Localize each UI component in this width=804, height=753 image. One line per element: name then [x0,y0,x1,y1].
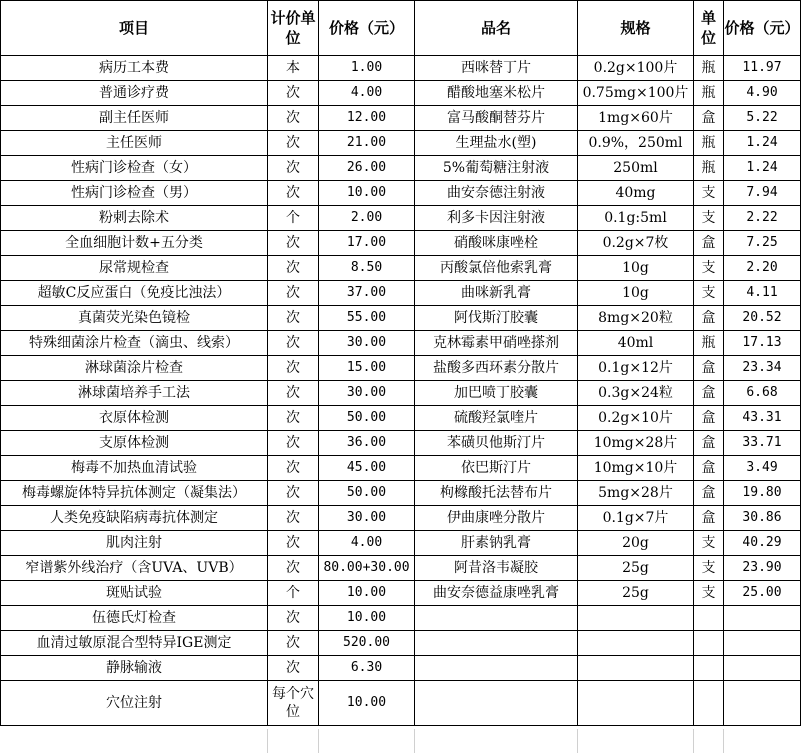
table-row [1,181,801,206]
drug-unit-cell: 瓶 [694,56,724,81]
service-item-cell: 特殊细菌涂片检查（滴虫、线索） [1,331,268,356]
service-unit-cell: 次 [268,631,319,656]
table-row [1,156,801,181]
table-row [1,406,801,431]
service-unit-cell: 次 [268,281,319,306]
drug-unit-cell: 盒 [694,231,724,256]
service-price-cell: 8.50 [319,256,415,281]
drug-price-cell: 4.11 [724,281,801,306]
table-row [1,56,801,81]
table-row [1,481,801,506]
service-price-cell: 1.00 [319,56,415,81]
drug-name-cell: 盐酸多西环素分散片 [415,356,578,381]
service-item-cell: 病历工本费 [1,56,268,81]
table-row [1,331,801,356]
drug-name-cell: 苯磺贝他斯汀片 [415,431,578,456]
service-unit-cell: 次 [268,656,319,681]
service-unit-cell: 次 [268,506,319,531]
drug-unit-cell: 瓶 [694,131,724,156]
header-drug-price: 价格（元） [724,1,801,56]
drug-name-cell: 依巴斯汀片 [415,456,578,481]
drug-spec-cell [578,606,694,631]
drug-price-cell [724,681,801,726]
table-row [1,531,801,556]
drug-unit-cell: 支 [694,206,724,231]
service-price-cell: 2.00 [319,206,415,231]
service-price-cell: 26.00 [319,156,415,181]
drug-unit-cell [694,631,724,656]
table-row [1,606,801,631]
drug-spec-cell: 0.1g×7片 [578,506,694,531]
drug-unit-cell: 盒 [694,481,724,506]
drug-name-cell: 富马酸酮替芬片 [415,106,578,131]
service-unit-cell: 次 [268,481,319,506]
drug-name-cell: 醋酸地塞米松片 [415,81,578,106]
drug-name-cell: 肝素钠乳膏 [415,531,578,556]
service-price-cell: 10.00 [319,606,415,631]
drug-spec-cell: 0.1g×12片 [578,356,694,381]
service-item-cell: 衣原体检测 [1,406,268,431]
service-unit-cell: 次 [268,531,319,556]
drug-name-cell: 曲安奈德益康唑乳膏 [415,581,578,606]
table-row [1,581,801,606]
service-item-cell: 全血细胞计数+五分类 [1,231,268,256]
drug-price-cell: 2.22 [724,206,801,231]
service-item-cell: 真菌荧光染色镜检 [1,306,268,331]
service-price-cell: 15.00 [319,356,415,381]
drug-name-cell: 克林霉素甲硝唑搽剂 [415,331,578,356]
drug-spec-cell: 0.9%，250ml [578,131,694,156]
service-price-cell: 12.00 [319,106,415,131]
table-row [1,681,801,726]
service-price-cell: 4.00 [319,531,415,556]
service-unit-cell: 个 [268,206,319,231]
service-price-cell: 10.00 [319,681,415,726]
table-row [1,631,801,656]
drug-spec-cell: 10mg×10片 [578,456,694,481]
service-unit-cell: 次 [268,131,319,156]
service-unit-cell: 次 [268,456,319,481]
table-row [1,106,801,131]
drug-price-cell: 33.71 [724,431,801,456]
service-price-cell: 50.00 [319,406,415,431]
drug-name-cell: 5%葡萄糖注射液 [415,156,578,181]
drug-name-cell [415,681,578,726]
service-item-cell: 性病门诊检查（男） [1,181,268,206]
drug-spec-cell [578,631,694,656]
drug-unit-cell: 盒 [694,431,724,456]
header-item: 项目 [1,1,268,56]
drug-price-cell: 23.34 [724,356,801,381]
service-price-cell: 80.00+30.00 [319,556,415,581]
table-row [1,456,801,481]
service-item-cell: 血清过敏原混合型特异IGE测定 [1,631,268,656]
drug-name-cell: 加巴喷丁胶囊 [415,381,578,406]
header-unit: 计价单位 [268,1,319,56]
service-item-cell: 粉刺去除术 [1,206,268,231]
service-price-cell: 6.30 [319,656,415,681]
service-unit-cell: 次 [268,406,319,431]
drug-unit-cell: 瓶 [694,81,724,106]
drug-spec-cell: 0.75mg×100片 [578,81,694,106]
drug-spec-cell: 250ml [578,156,694,181]
service-unit-cell: 个 [268,581,319,606]
drug-spec-cell: 8mg×20粒 [578,306,694,331]
table-row [1,131,801,156]
service-price-cell: 37.00 [319,281,415,306]
drug-name-cell: 硝酸咪康唑栓 [415,231,578,256]
header-price: 价格（元） [319,1,415,56]
drug-spec-cell: 0.2g×100片 [578,56,694,81]
service-price-cell: 45.00 [319,456,415,481]
drug-name-cell [415,631,578,656]
drug-name-cell: 曲安奈德注射液 [415,181,578,206]
service-item-cell: 肌肉注射 [1,531,268,556]
drug-spec-cell: 40mg [578,181,694,206]
drug-spec-cell: 25g [578,556,694,581]
drug-price-cell: 6.68 [724,381,801,406]
service-item-cell: 梅毒螺旋体特异抗体测定（凝集法） [1,481,268,506]
header-drug-name: 品名 [415,1,578,56]
drug-name-cell [415,606,578,631]
service-item-cell: 普通诊疗费 [1,81,268,106]
service-item-cell: 淋球菌涂片检查 [1,356,268,381]
drug-spec-cell [578,681,694,726]
drug-spec-cell: 10g [578,256,694,281]
drug-price-cell: 3.49 [724,456,801,481]
drug-price-cell: 25.00 [724,581,801,606]
drug-spec-cell: 5mg×28片 [578,481,694,506]
service-item-cell: 性病门诊检查（女） [1,156,268,181]
drug-unit-cell: 支 [694,581,724,606]
drug-unit-cell: 支 [694,531,724,556]
service-unit-cell: 次 [268,106,319,131]
service-price-cell: 10.00 [319,181,415,206]
drug-spec-cell: 0.2g×7枚 [578,231,694,256]
service-item-cell: 穴位注射 [1,681,268,726]
drug-spec-cell: 0.2g×10片 [578,406,694,431]
drug-name-cell: 伊曲康唑分散片 [415,506,578,531]
drug-name-cell [415,656,578,681]
header-row [1,1,801,56]
table-row [1,281,801,306]
drug-name-cell: 曲咪新乳膏 [415,281,578,306]
drug-price-cell: 2.20 [724,256,801,281]
drug-unit-cell: 盒 [694,506,724,531]
sheet-tail [0,729,804,753]
service-price-cell: 21.00 [319,131,415,156]
service-item-cell: 窄谱紫外线治疗（含UVA、UVB） [1,556,268,581]
drug-price-cell: 7.94 [724,181,801,206]
service-unit-cell: 次 [268,431,319,456]
service-item-cell: 斑贴试验 [1,581,268,606]
service-price-cell: 4.00 [319,81,415,106]
drug-price-cell [724,606,801,631]
drug-unit-cell: 盒 [694,356,724,381]
drug-price-cell: 23.90 [724,556,801,581]
drug-unit-cell: 支 [694,256,724,281]
drug-price-cell [724,631,801,656]
table-row [1,306,801,331]
drug-name-cell: 利多卡因注射液 [415,206,578,231]
drug-spec-cell: 0.3g×24粒 [578,381,694,406]
drug-name-cell: 西咪替丁片 [415,56,578,81]
drug-spec-cell: 40ml [578,331,694,356]
service-item-cell: 主任医师 [1,131,268,156]
drug-price-cell [724,656,801,681]
service-unit-cell: 每个穴位 [268,681,319,726]
service-price-cell: 520.00 [319,631,415,656]
drug-spec-cell: 0.1g:5ml [578,206,694,231]
drug-unit-cell: 支 [694,556,724,581]
service-unit-cell: 次 [268,381,319,406]
table-row [1,656,801,681]
service-price-cell: 30.00 [319,506,415,531]
drug-unit-cell: 瓶 [694,331,724,356]
service-unit-cell: 次 [268,606,319,631]
drug-price-cell: 7.25 [724,231,801,256]
service-unit-cell: 次 [268,306,319,331]
service-item-cell: 梅毒不加热血清试验 [1,456,268,481]
service-price-cell: 10.00 [319,581,415,606]
table-row [1,506,801,531]
table-row [1,256,801,281]
drug-price-cell: 30.86 [724,506,801,531]
drug-price-cell: 1.24 [724,131,801,156]
service-price-cell: 36.00 [319,431,415,456]
service-unit-cell: 次 [268,231,319,256]
header-drug-unit: 单位 [694,1,724,56]
drug-unit-cell: 盒 [694,306,724,331]
drug-unit-cell: 盒 [694,456,724,481]
drug-unit-cell: 支 [694,181,724,206]
drug-price-cell: 5.22 [724,106,801,131]
drug-spec-cell: 1mg×60片 [578,106,694,131]
service-price-cell: 55.00 [319,306,415,331]
drug-spec-cell: 25g [578,581,694,606]
drug-unit-cell: 盒 [694,381,724,406]
service-price-cell: 50.00 [319,481,415,506]
service-unit-cell: 次 [268,181,319,206]
service-unit-cell: 次 [268,81,319,106]
drug-price-cell: 4.90 [724,81,801,106]
service-item-cell: 副主任医师 [1,106,268,131]
drug-unit-cell [694,681,724,726]
drug-price-cell: 40.29 [724,531,801,556]
table-row [1,556,801,581]
drug-name-cell: 硫酸羟氯喹片 [415,406,578,431]
drug-unit-cell: 支 [694,281,724,306]
service-item-cell: 尿常规检查 [1,256,268,281]
table-row [1,356,801,381]
drug-name-cell: 枸橼酸托法替布片 [415,481,578,506]
drug-price-cell: 19.80 [724,481,801,506]
service-item-cell: 超敏C反应蛋白（免疫比浊法） [1,281,268,306]
header-spec: 规格 [578,1,694,56]
drug-unit-cell: 盒 [694,106,724,131]
service-unit-cell: 次 [268,556,319,581]
drug-name-cell: 阿昔洛韦凝胶 [415,556,578,581]
drug-unit-cell: 瓶 [694,156,724,181]
service-unit-cell: 次 [268,156,319,181]
service-unit-cell: 次 [268,256,319,281]
drug-price-cell: 17.13 [724,331,801,356]
drug-unit-cell [694,606,724,631]
service-item-cell: 淋球菌培养手工法 [1,381,268,406]
drug-spec-cell: 10mg×28片 [578,431,694,456]
service-price-cell: 17.00 [319,231,415,256]
table-row [1,431,801,456]
drug-price-cell: 11.97 [724,56,801,81]
drug-price-cell: 20.52 [724,306,801,331]
table-row [1,231,801,256]
drug-spec-cell: 20g [578,531,694,556]
service-unit-cell: 次 [268,356,319,381]
service-item-cell: 伍德氏灯检查 [1,606,268,631]
service-price-cell: 30.00 [319,381,415,406]
service-item-cell: 人类免疫缺陷病毒抗体测定 [1,506,268,531]
table-row [1,381,801,406]
service-unit-cell: 本 [268,56,319,81]
table-row [1,206,801,231]
drug-name-cell: 丙酸氯倍他索乳膏 [415,256,578,281]
drug-price-cell: 43.31 [724,406,801,431]
drug-name-cell: 阿伐斯汀胶囊 [415,306,578,331]
service-price-cell: 30.00 [319,331,415,356]
drug-spec-cell [578,656,694,681]
drug-unit-cell [694,656,724,681]
drug-price-cell: 1.24 [724,156,801,181]
service-item-cell: 静脉输液 [1,656,268,681]
drug-name-cell: 生理盐水(塑) [415,131,578,156]
drug-spec-cell: 10g [578,281,694,306]
drug-unit-cell: 盒 [694,406,724,431]
service-unit-cell: 次 [268,331,319,356]
table-row [1,81,801,106]
service-item-cell: 支原体检测 [1,431,268,456]
